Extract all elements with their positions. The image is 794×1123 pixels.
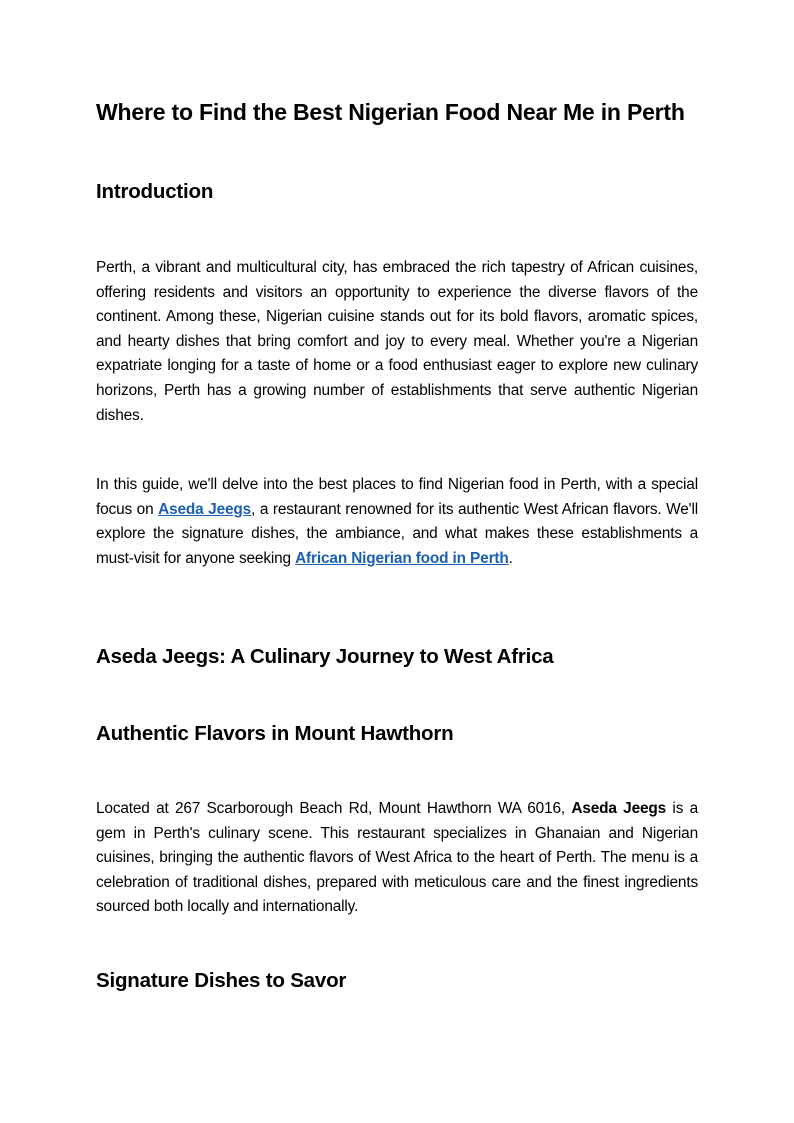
aseda-jeegs-link[interactable]: Aseda Jeegs <box>158 500 252 518</box>
intro-paragraph-2-text: . <box>508 549 513 567</box>
aseda-section-heading: Aseda Jeegs: A Culinary Journey to West Africa <box>96 645 554 668</box>
flavors-section-heading: Authentic Flavors in Mount Hawthorn <box>96 722 454 745</box>
dishes-section-heading: Signature Dishes to Savor <box>96 969 347 992</box>
intro-paragraph-2-text: In this guide, we'll delve into the best places to find Nigerian food in Perth, with a special focus on <box>96 476 698 518</box>
aseda-jeegs-bold: Aseda Jeegs <box>571 800 667 817</box>
page-title: Where to Find the Best Nigerian Food Near Me in Perth <box>96 99 685 125</box>
flavors-paragraph-text: is a gem in Perth's culinary scene. This restaurant specializes in Ghanaian and Nigerian cuisines, bringing the authentic flavors of West Africa to the heart of Perth. The menu is a celebration of traditional dishes, prepared with meticulous care and the finest ingredients sourced both locally and internationally. <box>96 800 699 916</box>
african-nigerian-food-link[interactable]: African Nigerian food in Perth <box>295 549 509 567</box>
flavors-paragraph <box>96 797 698 920</box>
flavors-paragraph-text: Located at 267 Scarborough Beach Rd, Mount Hawthorn WA 6016, <box>96 800 572 817</box>
intro-heading: Introduction <box>96 180 214 203</box>
intro-paragraph-1: Perth, a vibrant and multicultural city, has embraced the rich tapestry of African cuisines, offering residents and visitors an opportunity to experience the diverse flavors of the continent. Among these, Nigerian cuisine stands out for its bold flavors, aromatic spices, and hearty dishes that bring comfort and joy to every meal. Whether you're a Nigerian expatriate longing for a taste of home or a food enthusiast eager to explore new culinary horizons, Perth has a growing number of establishments that serve authentic Nigerian dishes. <box>96 259 698 424</box>
intro-paragraph-2 <box>96 473 698 571</box>
intro-paragraph-2-text: , a restaurant renowned for its authentic West African flavors. We'll explore the signature dishes, the ambiance, and what makes these establishments a must-visit for anyone seeking <box>96 500 699 567</box>
